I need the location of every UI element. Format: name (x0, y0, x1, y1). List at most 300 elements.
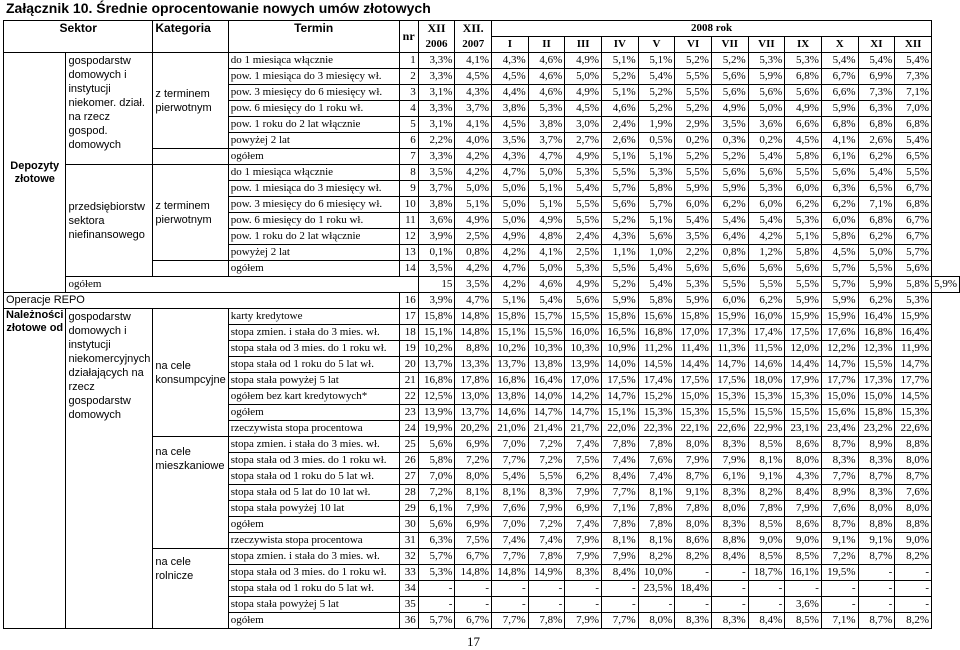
value-cell: 5,5% (528, 469, 565, 485)
value-cell: 10,3% (528, 341, 565, 357)
row-label: rzeczywista stopa procentowa (228, 421, 399, 437)
row-label: stopa stała powyżej 10 lat (228, 501, 399, 517)
value-cell: 3,8% (418, 197, 455, 213)
value-cell: 5,4% (858, 165, 895, 181)
value-cell: 8,2% (638, 549, 675, 565)
value-cell: 3,1% (418, 85, 455, 101)
value-cell: 4,9% (565, 277, 602, 293)
row-label: stopa stała od 3 mies. do 1 roku wł. (228, 565, 399, 581)
value-cell: 16,4% (895, 325, 932, 341)
value-cell: 8,3% (711, 437, 748, 453)
row-number: 4 (399, 101, 418, 117)
value-cell: 5,1% (601, 85, 638, 101)
value-cell: 8,3% (565, 565, 602, 581)
value-cell: 5,3% (638, 165, 675, 181)
value-cell: 16,0% (565, 325, 602, 341)
value-cell: 5,2% (675, 53, 712, 69)
value-cell: 14,7% (895, 357, 932, 373)
value-cell: 2,2% (675, 245, 712, 261)
value-cell: 5,6% (565, 293, 602, 309)
value-cell: 5,4% (895, 53, 932, 69)
value-cell: 8,4% (601, 565, 638, 581)
value-cell: 17,7% (895, 373, 932, 389)
value-cell: 4,5% (785, 133, 822, 149)
value-cell: 3,3% (418, 149, 455, 165)
row-label: stopa stała od 5 lat do 10 lat wł. (228, 485, 399, 501)
value-cell: 4,9% (455, 213, 492, 229)
value-cell: 22,9% (748, 421, 785, 437)
value-cell: 6,7% (895, 229, 932, 245)
value-cell: 8,3% (528, 485, 565, 501)
value-cell: 14,8% (455, 325, 492, 341)
row-label: pow. 1 miesiąca do 3 miesięcy wł. (228, 181, 399, 197)
value-cell: - (895, 597, 932, 613)
value-cell: 8,5% (748, 549, 785, 565)
row-label: ogółem (228, 149, 399, 165)
value-cell: 8,4% (711, 549, 748, 565)
value-cell: 8,1% (638, 533, 675, 549)
value-cell: 21,4% (528, 421, 565, 437)
value-cell: 4,8% (528, 229, 565, 245)
group-rolnicze: na cele rolnicze (153, 549, 228, 629)
value-cell: 7,3% (858, 85, 895, 101)
row-number: 5 (399, 117, 418, 133)
row-number: 14 (399, 261, 418, 277)
value-cell: 6,2% (565, 469, 602, 485)
value-cell: 6,5% (858, 181, 895, 197)
value-cell: - (675, 597, 712, 613)
value-cell: 5,0% (455, 181, 492, 197)
row-label: stopa stała od 1 roku do 5 lat wł. (228, 469, 399, 485)
value-cell: 5,6% (785, 85, 822, 101)
value-cell: 14,9% (528, 565, 565, 581)
value-cell: 7,7% (601, 613, 638, 629)
value-cell: 15,8% (601, 309, 638, 325)
value-cell: 8,9% (858, 437, 895, 453)
value-cell: 19,5% (821, 565, 858, 581)
value-cell: 15,1% (418, 325, 455, 341)
value-cell: 7,1% (895, 85, 932, 101)
value-cell: 5,4% (565, 181, 602, 197)
value-cell: 11,4% (675, 341, 712, 357)
value-cell: 7,9% (565, 549, 602, 565)
value-cell: 4,3% (601, 229, 638, 245)
row-label: rzeczywista stopa procentowa (228, 533, 399, 549)
value-cell: 5,0% (492, 213, 529, 229)
value-cell: 17,7% (821, 373, 858, 389)
row-number: 26 (399, 453, 418, 469)
value-cell: 5,2% (711, 149, 748, 165)
row-number: 7 (399, 149, 418, 165)
value-cell: 15,8% (492, 309, 529, 325)
value-cell: 5,6% (638, 229, 675, 245)
value-cell: 6,9% (455, 517, 492, 533)
value-cell: 4,7% (528, 149, 565, 165)
value-cell: 23,2% (858, 421, 895, 437)
value-cell: 4,5% (821, 245, 858, 261)
value-cell: 7,8% (675, 501, 712, 517)
value-cell: 2,6% (601, 133, 638, 149)
section-depozyty: Depozyty złotowe (4, 53, 66, 293)
value-cell: 5,3% (785, 53, 822, 69)
value-cell: - (455, 597, 492, 613)
value-cell: 7,4% (601, 453, 638, 469)
table-row (4, 165, 960, 181)
value-cell: - (675, 565, 712, 581)
value-cell: 14,0% (528, 389, 565, 405)
value-cell: 5,8% (895, 277, 932, 293)
value-cell: 6,3% (821, 181, 858, 197)
value-cell: 10,0% (638, 565, 675, 581)
value-cell: 8,3% (711, 517, 748, 533)
value-cell: 2,4% (601, 117, 638, 133)
row-number: 22 (399, 389, 418, 405)
value-cell: 17,5% (675, 373, 712, 389)
value-cell: 7,2% (455, 453, 492, 469)
row-label: ogółem bez kart kredytowych* (228, 389, 399, 405)
value-cell: 6,3% (858, 101, 895, 117)
row-label: do 1 miesiąca włącznie (228, 53, 399, 69)
value-cell: 5,8% (785, 149, 822, 165)
value-cell: 8,2% (748, 485, 785, 501)
value-cell: 5,6% (748, 261, 785, 277)
value-cell: - (711, 565, 748, 581)
value-cell: 7,2% (528, 517, 565, 533)
value-cell: 5,5% (675, 85, 712, 101)
row-number: 9 (399, 181, 418, 197)
header-month: VI (675, 37, 712, 53)
value-cell: 4,6% (601, 101, 638, 117)
value-cell: 7,9% (455, 501, 492, 517)
value-cell: 7,9% (675, 453, 712, 469)
value-cell: 15,6% (821, 405, 858, 421)
value-cell: 8,7% (821, 437, 858, 453)
value-cell: 14,8% (455, 309, 492, 325)
value-cell: 5,6% (748, 165, 785, 181)
value-cell: 12,2% (821, 341, 858, 357)
value-cell: 4,7% (455, 293, 492, 309)
section-naleznosci: Należności złotowe od (4, 309, 66, 629)
value-cell: 15,5% (711, 405, 748, 421)
value-cell: 7,8% (601, 437, 638, 453)
value-cell: 7,1% (858, 197, 895, 213)
header-year-2007: 2007 (455, 37, 492, 53)
value-cell: 6,2% (785, 197, 822, 213)
value-cell: 5,2% (675, 101, 712, 117)
value-cell: 17,3% (858, 373, 895, 389)
value-cell: 7,8% (638, 517, 675, 533)
value-cell: 5,7% (418, 613, 455, 629)
value-cell: 5,0% (492, 181, 529, 197)
group-mieszkaniowe: na cele mieszkaniowe (153, 437, 228, 549)
value-cell: - (492, 597, 529, 613)
value-cell: 5,6% (418, 437, 455, 453)
value-cell: - (565, 597, 602, 613)
value-cell: 5,0% (748, 101, 785, 117)
value-cell: 14,2% (565, 389, 602, 405)
value-cell: 14,7% (565, 405, 602, 421)
value-cell: - (492, 581, 529, 597)
value-cell: 16,0% (748, 309, 785, 325)
value-cell: 4,3% (455, 85, 492, 101)
value-cell: 15,0% (858, 389, 895, 405)
value-cell: 5,7% (895, 245, 932, 261)
value-cell: 17,0% (565, 373, 602, 389)
value-cell: 15,1% (601, 405, 638, 421)
value-cell: 5,0% (492, 197, 529, 213)
value-cell: 0,8% (455, 245, 492, 261)
value-cell: 7,6% (895, 485, 932, 501)
value-cell: 14,8% (455, 565, 492, 581)
value-cell: 7,9% (785, 501, 822, 517)
header-month: VII (748, 37, 785, 53)
value-cell: 4,6% (528, 85, 565, 101)
value-cell: 5,0% (858, 245, 895, 261)
value-cell: 11,9% (895, 341, 932, 357)
value-cell: 21,7% (565, 421, 602, 437)
value-cell: 20,2% (455, 421, 492, 437)
value-cell: 14,4% (675, 357, 712, 373)
row-label: karty kredytowe (228, 309, 399, 325)
value-cell: 5,9% (932, 277, 960, 293)
value-cell: 17,0% (675, 325, 712, 341)
value-cell: 4,0% (455, 133, 492, 149)
value-cell: 4,3% (492, 53, 529, 69)
row-number: 25 (399, 437, 418, 453)
value-cell: 4,9% (565, 53, 602, 69)
row-number: 24 (399, 421, 418, 437)
row-label: stopa stała od 3 mies. do 1 roku wł. (228, 453, 399, 469)
value-cell: 8,7% (858, 469, 895, 485)
value-cell: - (748, 581, 785, 597)
value-cell: 5,3% (418, 565, 455, 581)
value-cell: 15,1% (492, 325, 529, 341)
value-cell: 0,1% (418, 245, 455, 261)
value-cell: 5,8% (785, 245, 822, 261)
value-cell: 12,3% (858, 341, 895, 357)
value-cell: 5,1% (601, 53, 638, 69)
header-month: IV (601, 37, 638, 53)
value-cell: - (528, 581, 565, 597)
row-label: pow. 3 miesięcy do 6 miesięcy wł. (228, 85, 399, 101)
value-cell: 5,1% (638, 149, 675, 165)
value-cell: 3,0% (565, 117, 602, 133)
value-cell: 23,4% (821, 421, 858, 437)
value-cell: 2,9% (675, 117, 712, 133)
value-cell: 0,2% (748, 133, 785, 149)
value-cell: 7,5% (455, 533, 492, 549)
value-cell: 5,9% (748, 69, 785, 85)
value-cell: 15,7% (528, 309, 565, 325)
value-cell: - (895, 581, 932, 597)
value-cell: 7,8% (528, 549, 565, 565)
value-cell: 5,1% (638, 53, 675, 69)
value-cell: 5,1% (638, 213, 675, 229)
value-cell: 5,5% (565, 197, 602, 213)
value-cell: 14,7% (711, 357, 748, 373)
header-month: II (528, 37, 565, 53)
value-cell: 22,0% (601, 421, 638, 437)
value-cell: 4,9% (565, 149, 602, 165)
row-number: 23 (399, 405, 418, 421)
row-number: 19 (399, 341, 418, 357)
value-cell: 2,7% (565, 133, 602, 149)
value-cell: 7,0% (492, 517, 529, 533)
value-cell: 22,3% (638, 421, 675, 437)
value-cell: 4,7% (492, 165, 529, 181)
value-cell: 8,4% (785, 485, 822, 501)
value-cell: 6,6% (821, 85, 858, 101)
value-cell: 7,9% (601, 549, 638, 565)
value-cell: - (858, 597, 895, 613)
value-cell: 5,3% (895, 293, 932, 309)
value-cell: 5,3% (565, 165, 602, 181)
value-cell: 6,2% (858, 229, 895, 245)
value-cell: 8,1% (638, 485, 675, 501)
value-cell: 8,7% (675, 469, 712, 485)
value-cell: 6,9% (455, 437, 492, 453)
row-label: stopa stała od 3 mies. do 1 roku wł. (228, 341, 399, 357)
header-month: I (492, 37, 529, 53)
value-cell: 2,5% (455, 229, 492, 245)
value-cell: 6,2% (711, 197, 748, 213)
value-cell: 5,5% (748, 277, 785, 293)
value-cell: 17,3% (711, 325, 748, 341)
value-cell: 7,6% (638, 453, 675, 469)
value-cell: 5,5% (675, 69, 712, 85)
value-cell: 22,6% (711, 421, 748, 437)
row-number: 6 (399, 133, 418, 149)
value-cell: 18,7% (748, 565, 785, 581)
value-cell: 3,5% (492, 133, 529, 149)
value-cell: 6,0% (785, 181, 822, 197)
value-cell: 7,2% (528, 437, 565, 453)
value-cell: 8,0% (711, 501, 748, 517)
header-nr: nr (399, 21, 418, 53)
value-cell: 13,9% (418, 405, 455, 421)
value-cell: 14,6% (748, 357, 785, 373)
value-cell: 5,3% (565, 261, 602, 277)
value-cell: 14,7% (821, 357, 858, 373)
row-label: ogółem (228, 261, 399, 277)
value-cell: 5,6% (711, 69, 748, 85)
table-row (4, 53, 960, 69)
value-cell: 4,2% (748, 229, 785, 245)
value-cell: 7,4% (565, 437, 602, 453)
value-cell: 5,4% (711, 213, 748, 229)
value-cell: 5,6% (711, 85, 748, 101)
value-cell: 5,4% (858, 53, 895, 69)
value-cell: - (418, 597, 455, 613)
value-cell: 5,4% (895, 133, 932, 149)
value-cell: 7,5% (565, 453, 602, 469)
value-cell: 5,5% (565, 213, 602, 229)
value-cell: 5,3% (748, 53, 785, 69)
value-cell: 3,6% (748, 117, 785, 133)
header-month: V (638, 37, 675, 53)
value-cell: 17,4% (638, 373, 675, 389)
row-ogolem-label: ogółem (66, 277, 418, 293)
value-cell: 4,2% (455, 149, 492, 165)
value-cell: 4,3% (492, 149, 529, 165)
blank-cell (153, 149, 228, 165)
value-cell: 5,8% (638, 181, 675, 197)
value-cell: 2,4% (565, 229, 602, 245)
value-cell: 3,5% (675, 229, 712, 245)
value-cell: 13,7% (492, 357, 529, 373)
value-cell: 5,6% (675, 261, 712, 277)
value-cell: 13,7% (418, 357, 455, 373)
row-label: ogółem (228, 613, 399, 629)
value-cell: 8,5% (748, 517, 785, 533)
value-cell: 14,4% (785, 357, 822, 373)
value-cell: 5,2% (638, 85, 675, 101)
value-cell: 15,8% (418, 309, 455, 325)
rates-table (3, 20, 960, 629)
value-cell: 3,1% (418, 117, 455, 133)
value-cell: 16,8% (858, 325, 895, 341)
group-konsumpcyjne: na cele konsumpcyjne (153, 309, 228, 437)
value-cell: 5,7% (821, 261, 858, 277)
value-cell: 15,8% (858, 405, 895, 421)
value-cell: - (418, 581, 455, 597)
value-cell: 4,1% (455, 117, 492, 133)
value-cell: 16,4% (858, 309, 895, 325)
value-cell: 8,7% (895, 469, 932, 485)
row-label: pow. 6 miesięcy do 1 roku wł. (228, 213, 399, 229)
value-cell: 16,5% (601, 325, 638, 341)
value-cell: 3,8% (528, 117, 565, 133)
value-cell: 15,5% (528, 325, 565, 341)
row-number: 17 (399, 309, 418, 325)
value-cell: 8,3% (711, 613, 748, 629)
value-cell: 10,2% (418, 341, 455, 357)
value-cell: 5,9% (601, 293, 638, 309)
row-label: stopa zmien. i stała do 3 mies. wł. (228, 325, 399, 341)
value-cell: 13,3% (455, 357, 492, 373)
value-cell: 6,1% (711, 469, 748, 485)
value-cell: 7,8% (748, 501, 785, 517)
value-cell: 5,2% (638, 101, 675, 117)
value-cell: 3,6% (418, 213, 455, 229)
value-cell: 8,9% (821, 485, 858, 501)
value-cell: 9,1% (748, 469, 785, 485)
row-number: 28 (399, 485, 418, 501)
value-cell: 8,3% (711, 485, 748, 501)
value-cell: - (748, 597, 785, 613)
value-cell: 13,8% (528, 357, 565, 373)
value-cell: 5,4% (748, 213, 785, 229)
value-cell: 5,8% (418, 453, 455, 469)
value-cell: 8,0% (858, 501, 895, 517)
value-cell: 4,2% (492, 277, 529, 293)
value-cell: 4,5% (492, 69, 529, 85)
value-cell: 10,3% (565, 341, 602, 357)
value-cell: 4,1% (821, 133, 858, 149)
header-termin: Termin (228, 21, 399, 37)
value-cell: 8,1% (455, 485, 492, 501)
value-cell: 4,9% (492, 229, 529, 245)
group-gospodarstwa-2: gospodarstw domowych i instytucji niekomercyjnych działających na rzecz gospodarstw domowych (66, 309, 153, 629)
value-cell: 5,6% (895, 261, 932, 277)
value-cell: 5,6% (711, 165, 748, 181)
value-cell: 6,0% (821, 213, 858, 229)
value-cell: 6,2% (821, 197, 858, 213)
page-number: 17 (467, 634, 480, 649)
value-cell: 8,2% (895, 613, 932, 629)
value-cell: 15,3% (748, 389, 785, 405)
value-cell: 5,8% (821, 229, 858, 245)
